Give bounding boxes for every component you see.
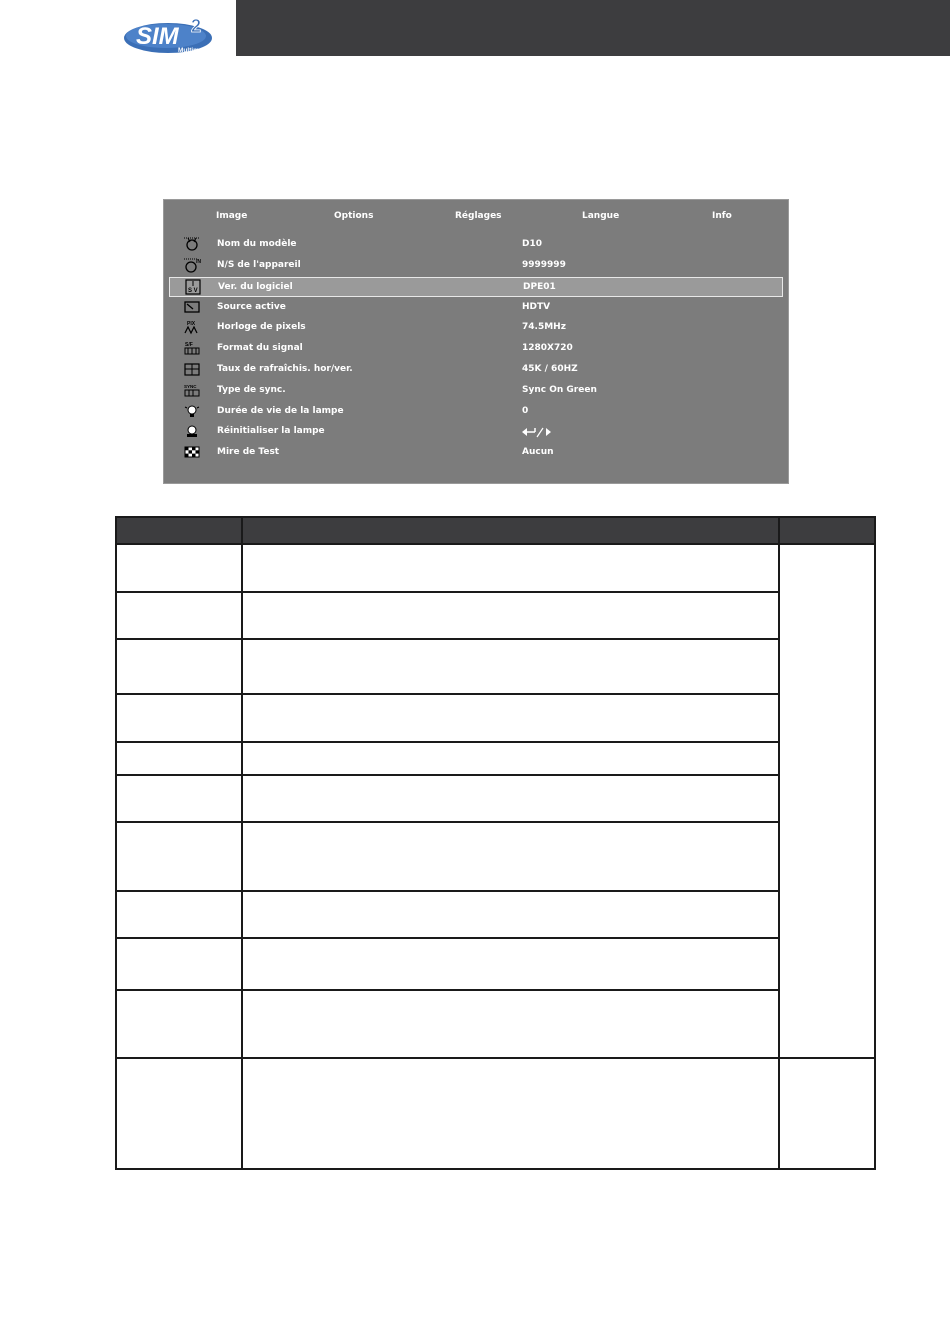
osd-row-model-name[interactable] — [169, 235, 783, 255]
tab-options[interactable]: Options — [334, 211, 374, 221]
osd-row-sync-type[interactable] — [169, 381, 783, 401]
osd-label: Format du signal — [217, 343, 303, 353]
tab-image[interactable]: Image — [216, 211, 248, 221]
svg-text:2: 2 — [191, 16, 202, 36]
osd-label: Taux de rafraîchis. hor/ver. — [217, 364, 353, 374]
svg-text:PIX: PIX — [187, 321, 196, 327]
pixel-clock-icon — [183, 319, 201, 335]
osd-value: Aucun — [522, 447, 554, 457]
sim2-logo — [122, 8, 222, 58]
lamp-reset-icon — [183, 423, 201, 439]
osd-label: Horloge de pixels — [217, 322, 306, 332]
test-pattern-icon — [183, 444, 201, 460]
osd-value: 9999999 — [522, 260, 566, 270]
osd-value: Sync On Green — [522, 385, 597, 395]
osd-label: N/S de l'appareil — [217, 260, 301, 270]
info-menu-osd — [163, 199, 789, 484]
osd-row-active-source[interactable] — [169, 298, 783, 318]
osd-value: DPE01 — [523, 282, 556, 292]
osd-row-serial-number[interactable] — [169, 256, 783, 276]
sync-type-icon — [183, 382, 201, 398]
model-icon — [183, 236, 201, 252]
enter-arrow-icon — [522, 427, 552, 438]
osd-value: 0 — [522, 406, 529, 416]
osd-label: Nom du modèle — [217, 239, 297, 249]
osd-label: Durée de vie de la lampe — [217, 406, 344, 416]
osd-value: D10 — [522, 239, 542, 249]
table-header — [115, 516, 876, 544]
osd-label: Réinitialiser la lampe — [217, 426, 325, 436]
osd-row-refresh-rate[interactable] — [169, 360, 783, 380]
osd-label: Mire de Test — [217, 447, 280, 457]
tab-reglages[interactable]: Réglages — [455, 211, 502, 221]
svg-text:SYNC: SYNC — [184, 384, 197, 389]
software-version-icon — [184, 279, 202, 295]
svg-text:/N: /N — [196, 259, 201, 265]
serial-icon — [183, 257, 201, 273]
source-icon — [183, 299, 201, 315]
osd-value: HDTV — [522, 302, 551, 312]
svg-text:S V: S V — [188, 288, 198, 294]
osd-row-pixel-clock[interactable] — [169, 318, 783, 338]
osd-row-signal-format[interactable] — [169, 339, 783, 359]
osd-row-software-version[interactable] — [169, 277, 783, 297]
tab-info[interactable]: Info — [712, 211, 732, 221]
signal-format-icon — [183, 340, 201, 356]
osd-label: Ver. du logiciel — [218, 282, 293, 292]
osd-value: 1280X720 — [522, 343, 573, 353]
svg-text:Multimedia: Multimedia — [178, 47, 212, 54]
osd-label: Source active — [217, 302, 286, 312]
svg-text:S/F: S/F — [185, 342, 193, 348]
lamp-life-icon — [183, 403, 201, 419]
svg-text:SIM: SIM — [136, 23, 179, 50]
tab-langue[interactable]: Langue — [582, 211, 620, 221]
refresh-rate-icon — [183, 361, 201, 377]
header-bar — [236, 0, 950, 56]
osd-label: Type de sync. — [217, 385, 286, 395]
osd-value: 45K / 60HZ — [522, 364, 578, 374]
osd-value: 74.5MHz — [522, 322, 566, 332]
osd-row-test-pattern[interactable] — [169, 443, 783, 463]
osd-row-lamp-life[interactable] — [169, 402, 783, 422]
osd-row-lamp-reset[interactable] — [169, 422, 783, 442]
